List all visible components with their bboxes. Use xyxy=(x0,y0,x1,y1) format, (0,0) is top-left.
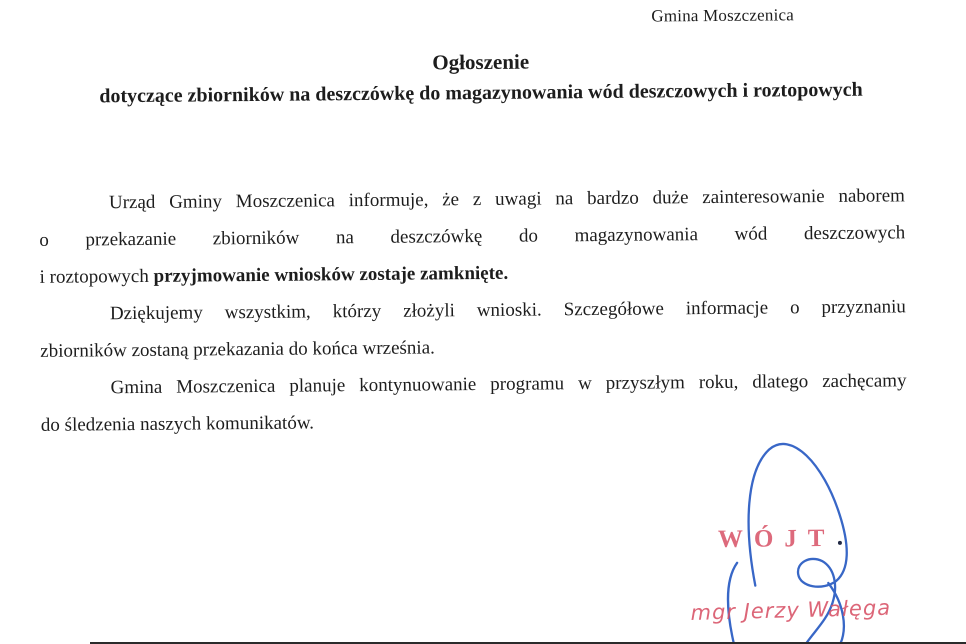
paragraph2-line1: Dziękujemy wszystkim, którzy złożyli wnioski. Szczegółowe informacje o przyznaniu xyxy=(109,296,906,325)
mayor-stamp-name: mgr Jerzy Wałęga xyxy=(690,595,892,625)
mayor-stamp-title: WÓJT xyxy=(717,524,836,553)
paragraph1-line1: Urząd Gminy Moszczenica informuje, że z uwagi na bardzo duże zainteresowanie naborem xyxy=(108,185,906,214)
document-body xyxy=(39,177,907,444)
paragraph3-line1: Gmina Moszczenica planuje kontynuowanie programu w przyszłym roku, dlatego zachęcamy xyxy=(110,370,907,399)
document-title: Ogłoszenie xyxy=(432,49,530,75)
paragraph1-line2: o przekazanie zbiorników na deszczówkę do magazynowania wód deszczowych xyxy=(39,222,906,251)
paragraph1-line3-bold: przyjmowanie wniosków zostaje zamknięte. xyxy=(153,262,509,287)
organization-header: Gmina Moszczenica xyxy=(651,5,795,26)
paragraph2-line2: zbiorników zostaną przekazania do końca września. xyxy=(40,337,435,362)
stamp-dot xyxy=(838,541,842,545)
document-subtitle: dotyczące zbiorników na deszczówkę do magazynowania wód deszczowych i roztopowych xyxy=(99,78,863,108)
signature-block xyxy=(651,434,966,644)
paragraph3-line2: do śledzenia naszych komunikatów. xyxy=(40,412,315,436)
paragraph1-line3-normal: i roztopowych xyxy=(39,265,154,288)
